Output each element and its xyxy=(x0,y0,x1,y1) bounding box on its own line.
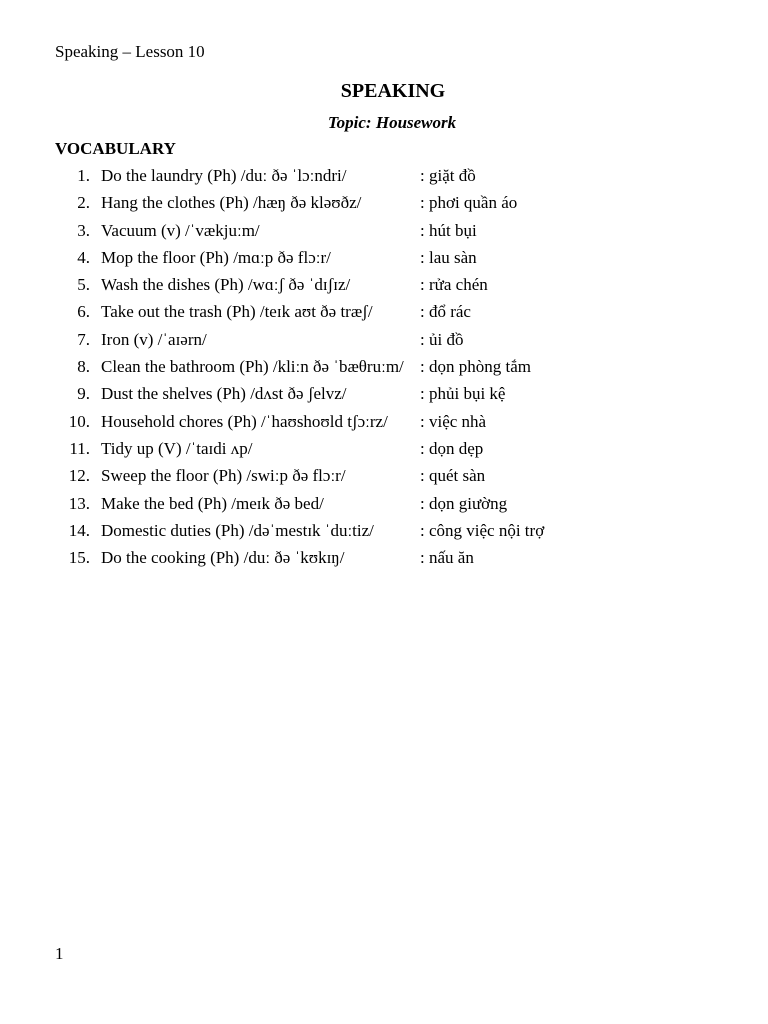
vocabulary-item xyxy=(0,356,768,383)
vocabulary-list xyxy=(0,165,768,574)
item-meaning: : ủi đồ xyxy=(420,329,464,349)
vocabulary-item xyxy=(0,329,768,356)
item-term: Sweep the floor (Ph) /swiːp ðə flɔːr/ xyxy=(101,466,346,486)
vocabulary-item xyxy=(0,274,768,301)
item-meaning: : giặt đồ xyxy=(420,166,476,185)
item-number: 10. xyxy=(68,411,90,431)
item-meaning: : quét sàn xyxy=(420,466,486,486)
item-meaning: : nấu ăn xyxy=(420,548,474,568)
vocabulary-item xyxy=(0,220,768,247)
item-term: Do the cooking (Ph) /duː ðə ˈkʊkɪŋ/ xyxy=(101,548,345,568)
vocabulary-item xyxy=(0,438,768,465)
item-term: Domestic duties (Ph) /dəˈmestɪk ˈduːtiz/ xyxy=(101,520,374,540)
vocabulary-item xyxy=(0,383,768,410)
item-meaning: : dọn dẹp xyxy=(420,438,484,458)
item-number: 14. xyxy=(68,520,90,540)
item-number: 12. xyxy=(68,466,90,486)
item-number: 8. xyxy=(77,357,90,377)
item-number: 7. xyxy=(77,329,90,349)
vocabulary-item xyxy=(0,465,768,492)
vocabulary-item xyxy=(0,520,768,547)
item-number: 15. xyxy=(68,548,90,568)
page-title: SPEAKING xyxy=(340,80,446,102)
item-number: 9. xyxy=(77,384,90,404)
item-term: Mop the floor (Ph) /mɑːp ðə flɔːr/ xyxy=(101,247,331,267)
item-meaning: : phơi quần áo xyxy=(420,193,518,213)
vocabulary-item xyxy=(0,411,768,438)
item-number: 4. xyxy=(77,247,90,267)
item-term: Hang the clothes (Ph) /hæŋ ðə kləʊðz/ xyxy=(101,193,362,213)
item-term: Dust the shelves (Ph) /dʌst ðə ʃelvz/ xyxy=(101,384,347,404)
item-term: Tidy up (V) /ˈtaɪdi ʌp/ xyxy=(101,438,253,458)
item-meaning: : dọn phòng tắm xyxy=(420,357,531,377)
vocabulary-item xyxy=(0,301,768,328)
item-meaning: : hút bụi xyxy=(420,220,477,240)
item-meaning: : đổ rác xyxy=(420,302,471,322)
running-header: Speaking – Lesson 10 xyxy=(55,42,205,61)
item-number: 2. xyxy=(77,193,90,213)
item-meaning: : dọn giường xyxy=(420,493,508,513)
item-term: Take out the trash (Ph) /teɪk aʊt ðə træʃ/ xyxy=(101,302,373,322)
item-term: Wash the dishes (Ph) /wɑːʃ ðə ˈdɪʃɪz/ xyxy=(101,275,351,295)
page-number: 1 xyxy=(55,944,64,963)
vocabulary-item xyxy=(0,547,768,574)
vocabulary-item xyxy=(0,493,768,520)
vocabulary-item xyxy=(0,165,768,192)
item-term: Clean the bathroom (Ph) /kliːn ðə ˈbæθruːm/ xyxy=(101,357,404,377)
item-meaning: : phủi bụi kệ xyxy=(420,384,506,404)
vocabulary-heading: VOCABULARY xyxy=(55,139,176,158)
item-number: 1. xyxy=(77,166,90,185)
item-meaning: : lau sàn xyxy=(420,247,477,267)
item-meaning: : công việc nội trợ xyxy=(420,520,545,540)
item-meaning: : việc nhà xyxy=(420,411,487,431)
item-meaning: : rửa chén xyxy=(420,275,488,295)
item-number: 6. xyxy=(77,302,90,322)
item-term: Do the laundry (Ph) /duː ðə ˈlɔːndri/ xyxy=(101,166,347,185)
item-number: 11. xyxy=(69,438,90,458)
item-number: 5. xyxy=(77,275,90,295)
topic-subtitle: Topic: Housework xyxy=(327,113,457,132)
item-number: 13. xyxy=(68,493,90,513)
item-term: Iron (v) /ˈaɪərn/ xyxy=(101,329,207,349)
vocabulary-item xyxy=(0,192,768,219)
item-term: Make the bed (Ph) /meɪk ðə bed/ xyxy=(101,493,324,513)
item-term: Household chores (Ph) /ˈhaʊshoʊld tʃɔːrz/ xyxy=(101,411,388,431)
vocabulary-item xyxy=(0,247,768,274)
item-term: Vacuum (v) /ˈvækjuːm/ xyxy=(101,220,260,240)
item-number: 3. xyxy=(77,220,90,240)
